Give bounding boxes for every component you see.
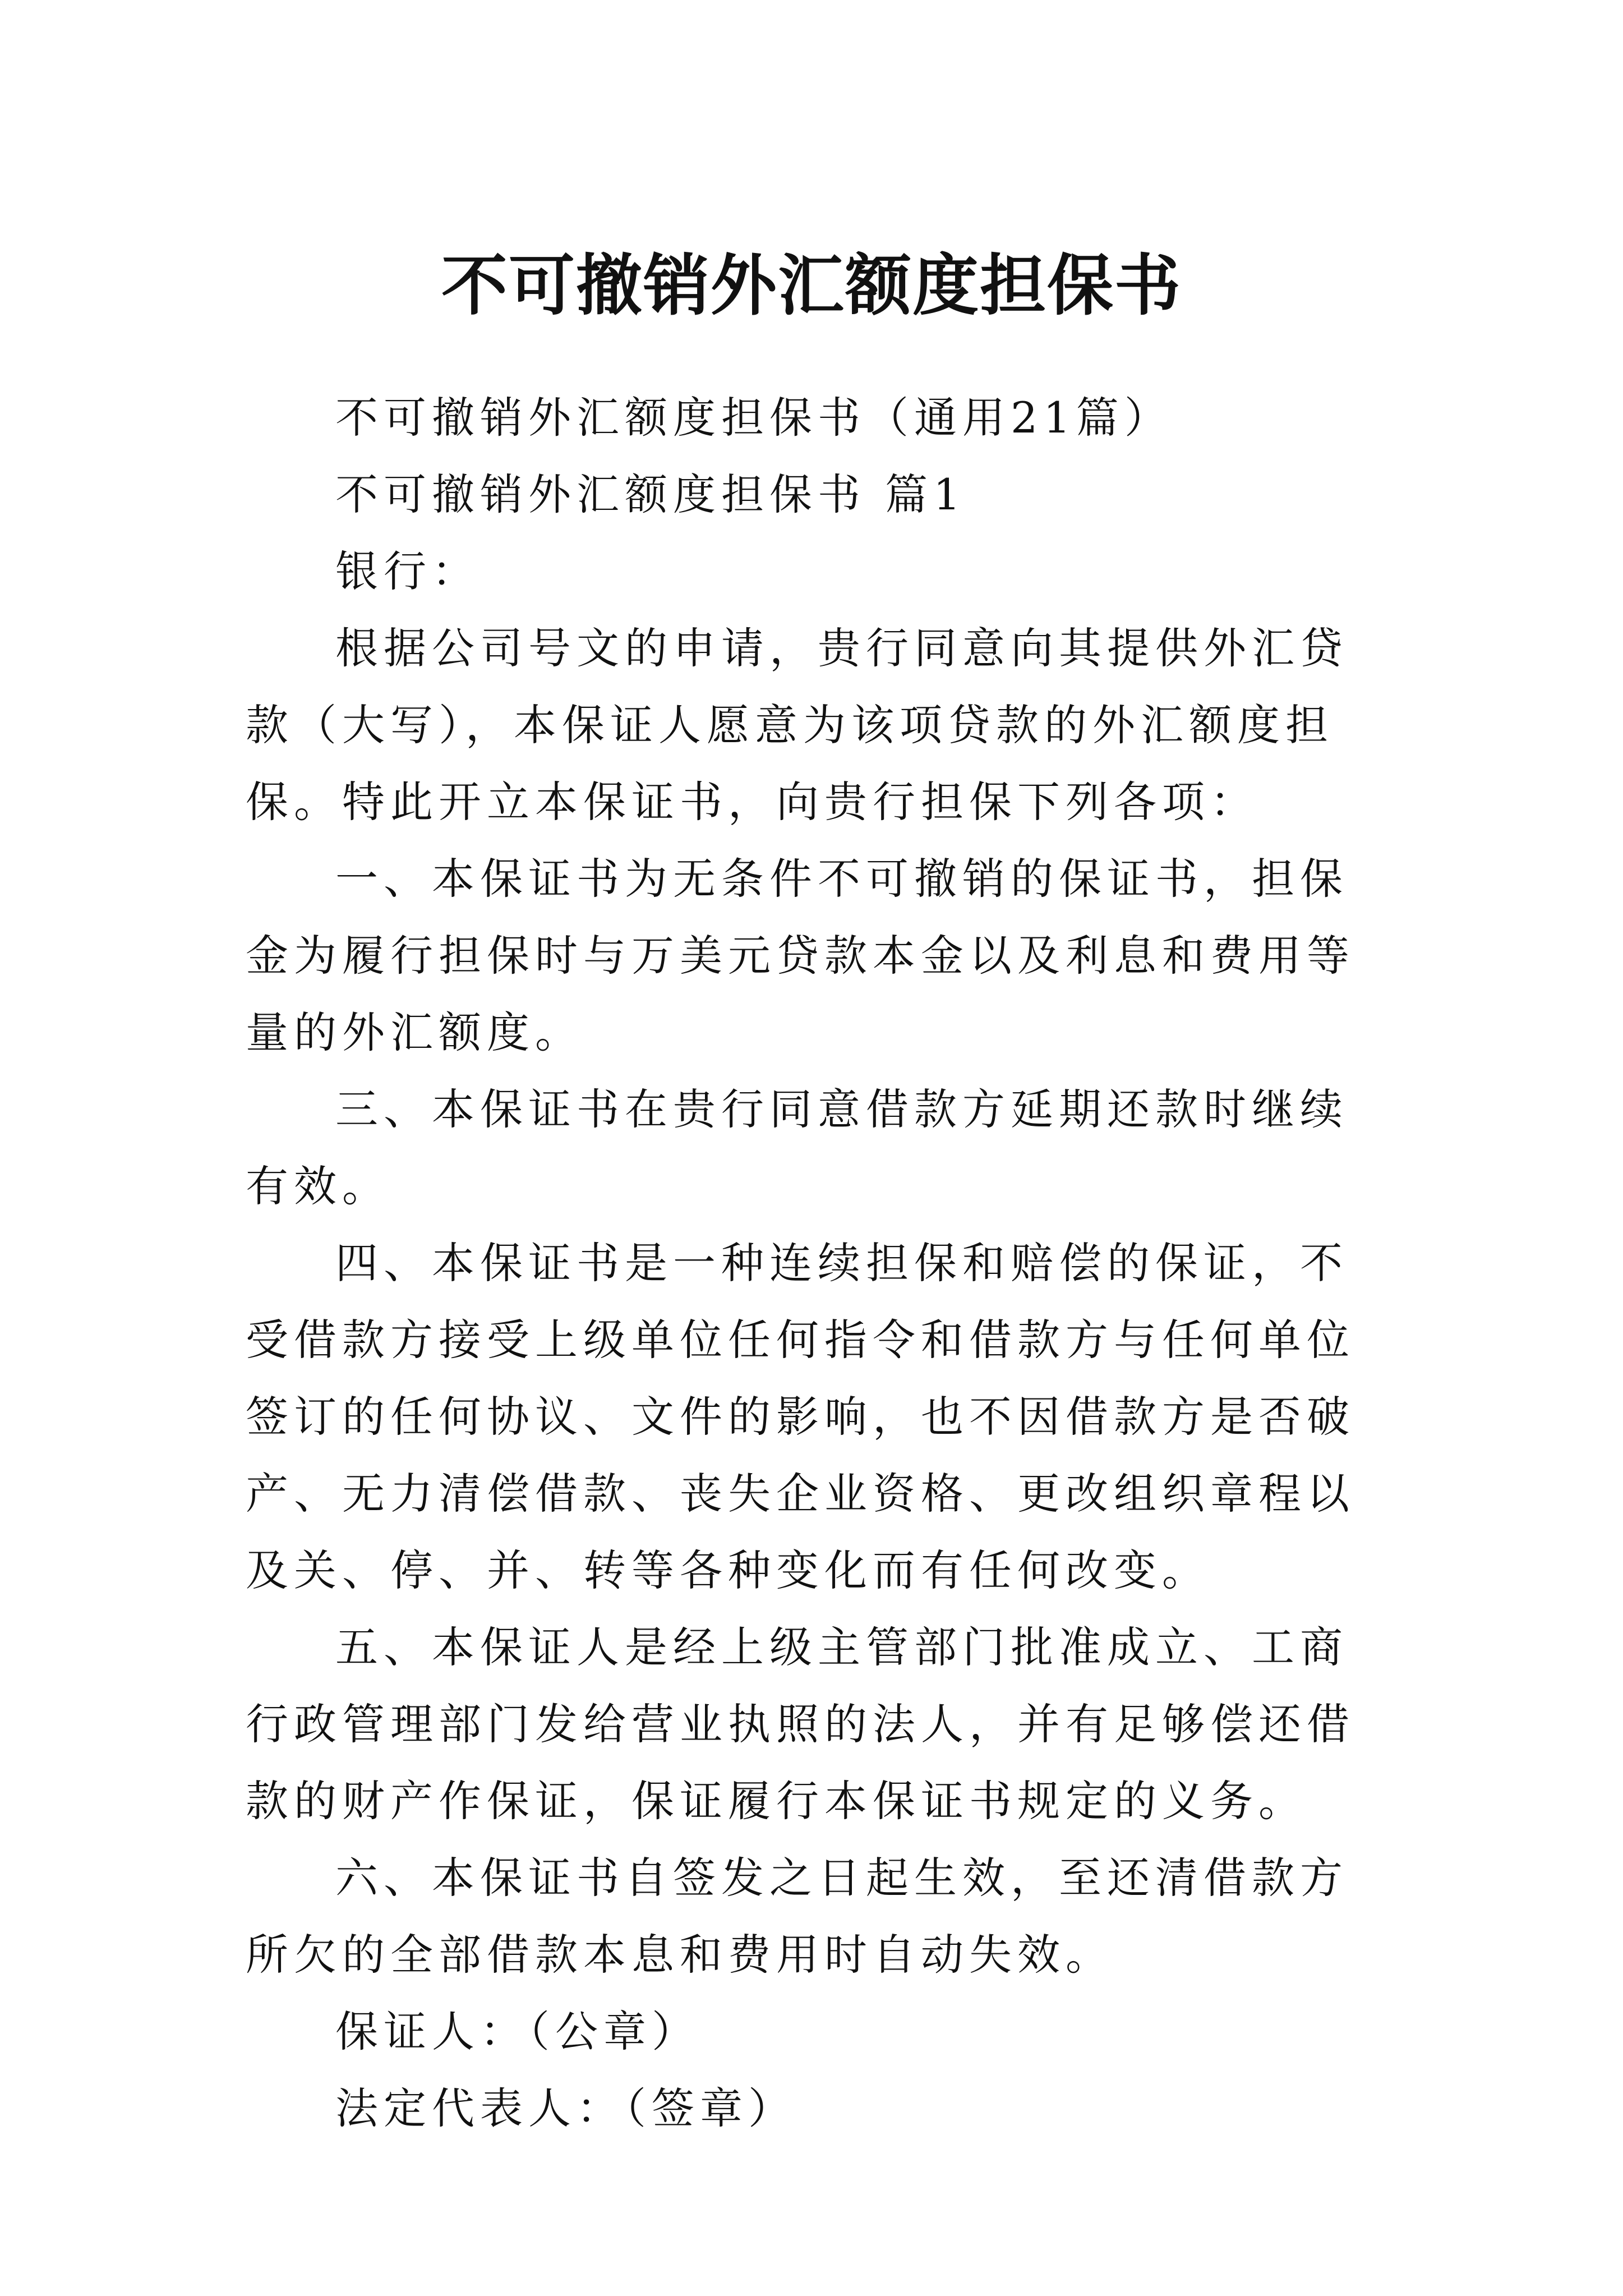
- intro-paragraph: 根据公司号文的申请，贵行同意向其提供外汇贷款（大写），本保证人愿意为该项贷款的外汇额度担保。特此开立本保证书，向贵行担保下列各项：: [246, 623, 1348, 827]
- clause-six: 六、本保证书自签发之日起生效，至还清借款方所欠的全部借款本息和费用时自动失效。: [246, 1853, 1348, 1980]
- clause-three: 三、本保证书在贵行同意借款方延期还款时继续有效。: [246, 1084, 1348, 1211]
- collection-heading: 不可撤销外汇额度担保书（通用21篇）: [335, 393, 1173, 443]
- document-title: 不可撤销外汇额度担保书: [441, 246, 1182, 325]
- legal-representative-signature-line: 法定代表人：（签章）: [335, 2083, 796, 2133]
- section-heading: 不可撤销外汇额度担保书 篇1: [335, 470, 966, 519]
- addressee: 银行：: [335, 546, 480, 596]
- clause-four: 四、本保证书是一种连续担保和赔偿的保证，不受借款方接受上级单位任何指令和借款方与任何单位签订的任何协议、文件的影响，也不因借款方是否破产、无力清偿借款、丧失企业资格、更改组织章程以及关、停、并、转等各种变化而有任何改变。: [246, 1238, 1355, 1595]
- clause-five: 五、本保证人是经上级主管部门批准成立、工商行政管理部门发给营业执照的法人，并有足够偿还借款的财产作保证，保证履行本保证书规定的义务。: [246, 1622, 1355, 1826]
- document-body: [246, 379, 1378, 2147]
- clause-one: 一、本保证书为无条件不可撤销的保证书，担保金为履行担保时与万美元贷款本金以及利息和费用等量的外汇额度。: [246, 854, 1355, 1057]
- guarantor-signature-line: 保证人：（公章）: [335, 2007, 700, 2056]
